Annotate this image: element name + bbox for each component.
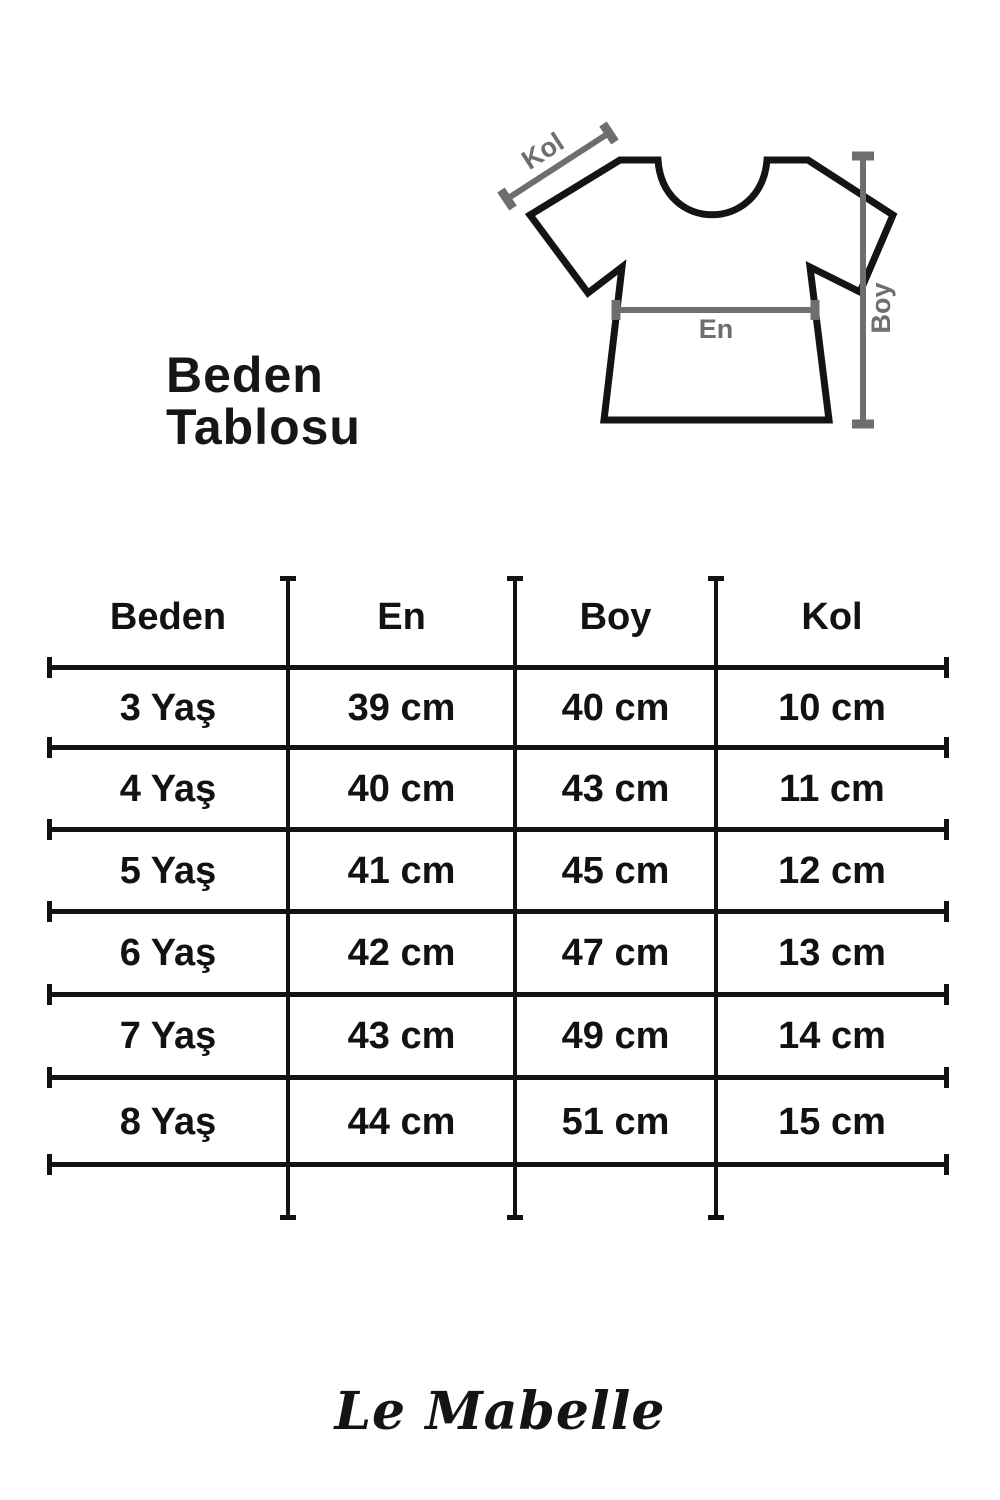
table-cell-size: 5 Yaş (119, 850, 217, 892)
table-cell-size: 8 Yaş (119, 1101, 217, 1143)
page-title (166, 349, 361, 453)
table-cell-value: 40 cm (347, 768, 456, 810)
table-cell-size: 3 Yaş (119, 687, 217, 729)
table-cell-value: 12 cm (778, 850, 886, 892)
table-hline (48, 1075, 948, 1080)
table-hline (48, 665, 948, 670)
page-title-line2: Tablosu (166, 399, 361, 455)
table-cell-value: 42 cm (347, 932, 456, 974)
table-cell-value: 11 cm (779, 768, 885, 810)
table-hline (48, 909, 948, 914)
table-cell-value: 51 cm (561, 1101, 670, 1143)
table-cell-value: 43 cm (347, 1015, 456, 1057)
table-hline (48, 745, 948, 750)
table-cell-value: 43 cm (561, 768, 670, 810)
table-cell-size: 7 Yaş (119, 1015, 217, 1057)
table-cell-value: 45 cm (561, 850, 670, 892)
table-hline (48, 1162, 948, 1167)
column-header-kol: Kol (801, 596, 863, 638)
tshirt-outline-icon (530, 160, 893, 420)
brand-logo: Le Mabelle (334, 1381, 666, 1442)
table-cell-value: 41 cm (347, 850, 456, 892)
table-cell-value: 13 cm (778, 932, 886, 974)
boy-diagram-label: Boy (866, 282, 896, 334)
table-hline (48, 992, 948, 997)
table-cell-value: 47 cm (561, 932, 670, 974)
column-header-beden: Beden (109, 596, 227, 638)
table-cell-value: 49 cm (561, 1015, 670, 1057)
page-title-line1: Beden (166, 347, 324, 403)
table-cell-size: 4 Yaş (119, 768, 217, 810)
column-header-boy: Boy (579, 596, 652, 638)
table-cell-value: 15 cm (778, 1101, 886, 1143)
en-diagram-label: En (698, 314, 734, 344)
table-cell-value: 40 cm (561, 687, 670, 729)
table-cell-size: 6 Yaş (119, 932, 217, 974)
table-cell-value: 10 cm (778, 687, 886, 729)
table-cell-value: 14 cm (778, 1015, 886, 1057)
tshirt-diagram (440, 90, 920, 480)
kol-diagram-label: Kol (516, 126, 570, 176)
table-cell-value: 44 cm (347, 1101, 456, 1143)
table-hline (48, 827, 948, 832)
column-header-en: En (377, 596, 426, 638)
table-cell-value: 39 cm (347, 687, 456, 729)
